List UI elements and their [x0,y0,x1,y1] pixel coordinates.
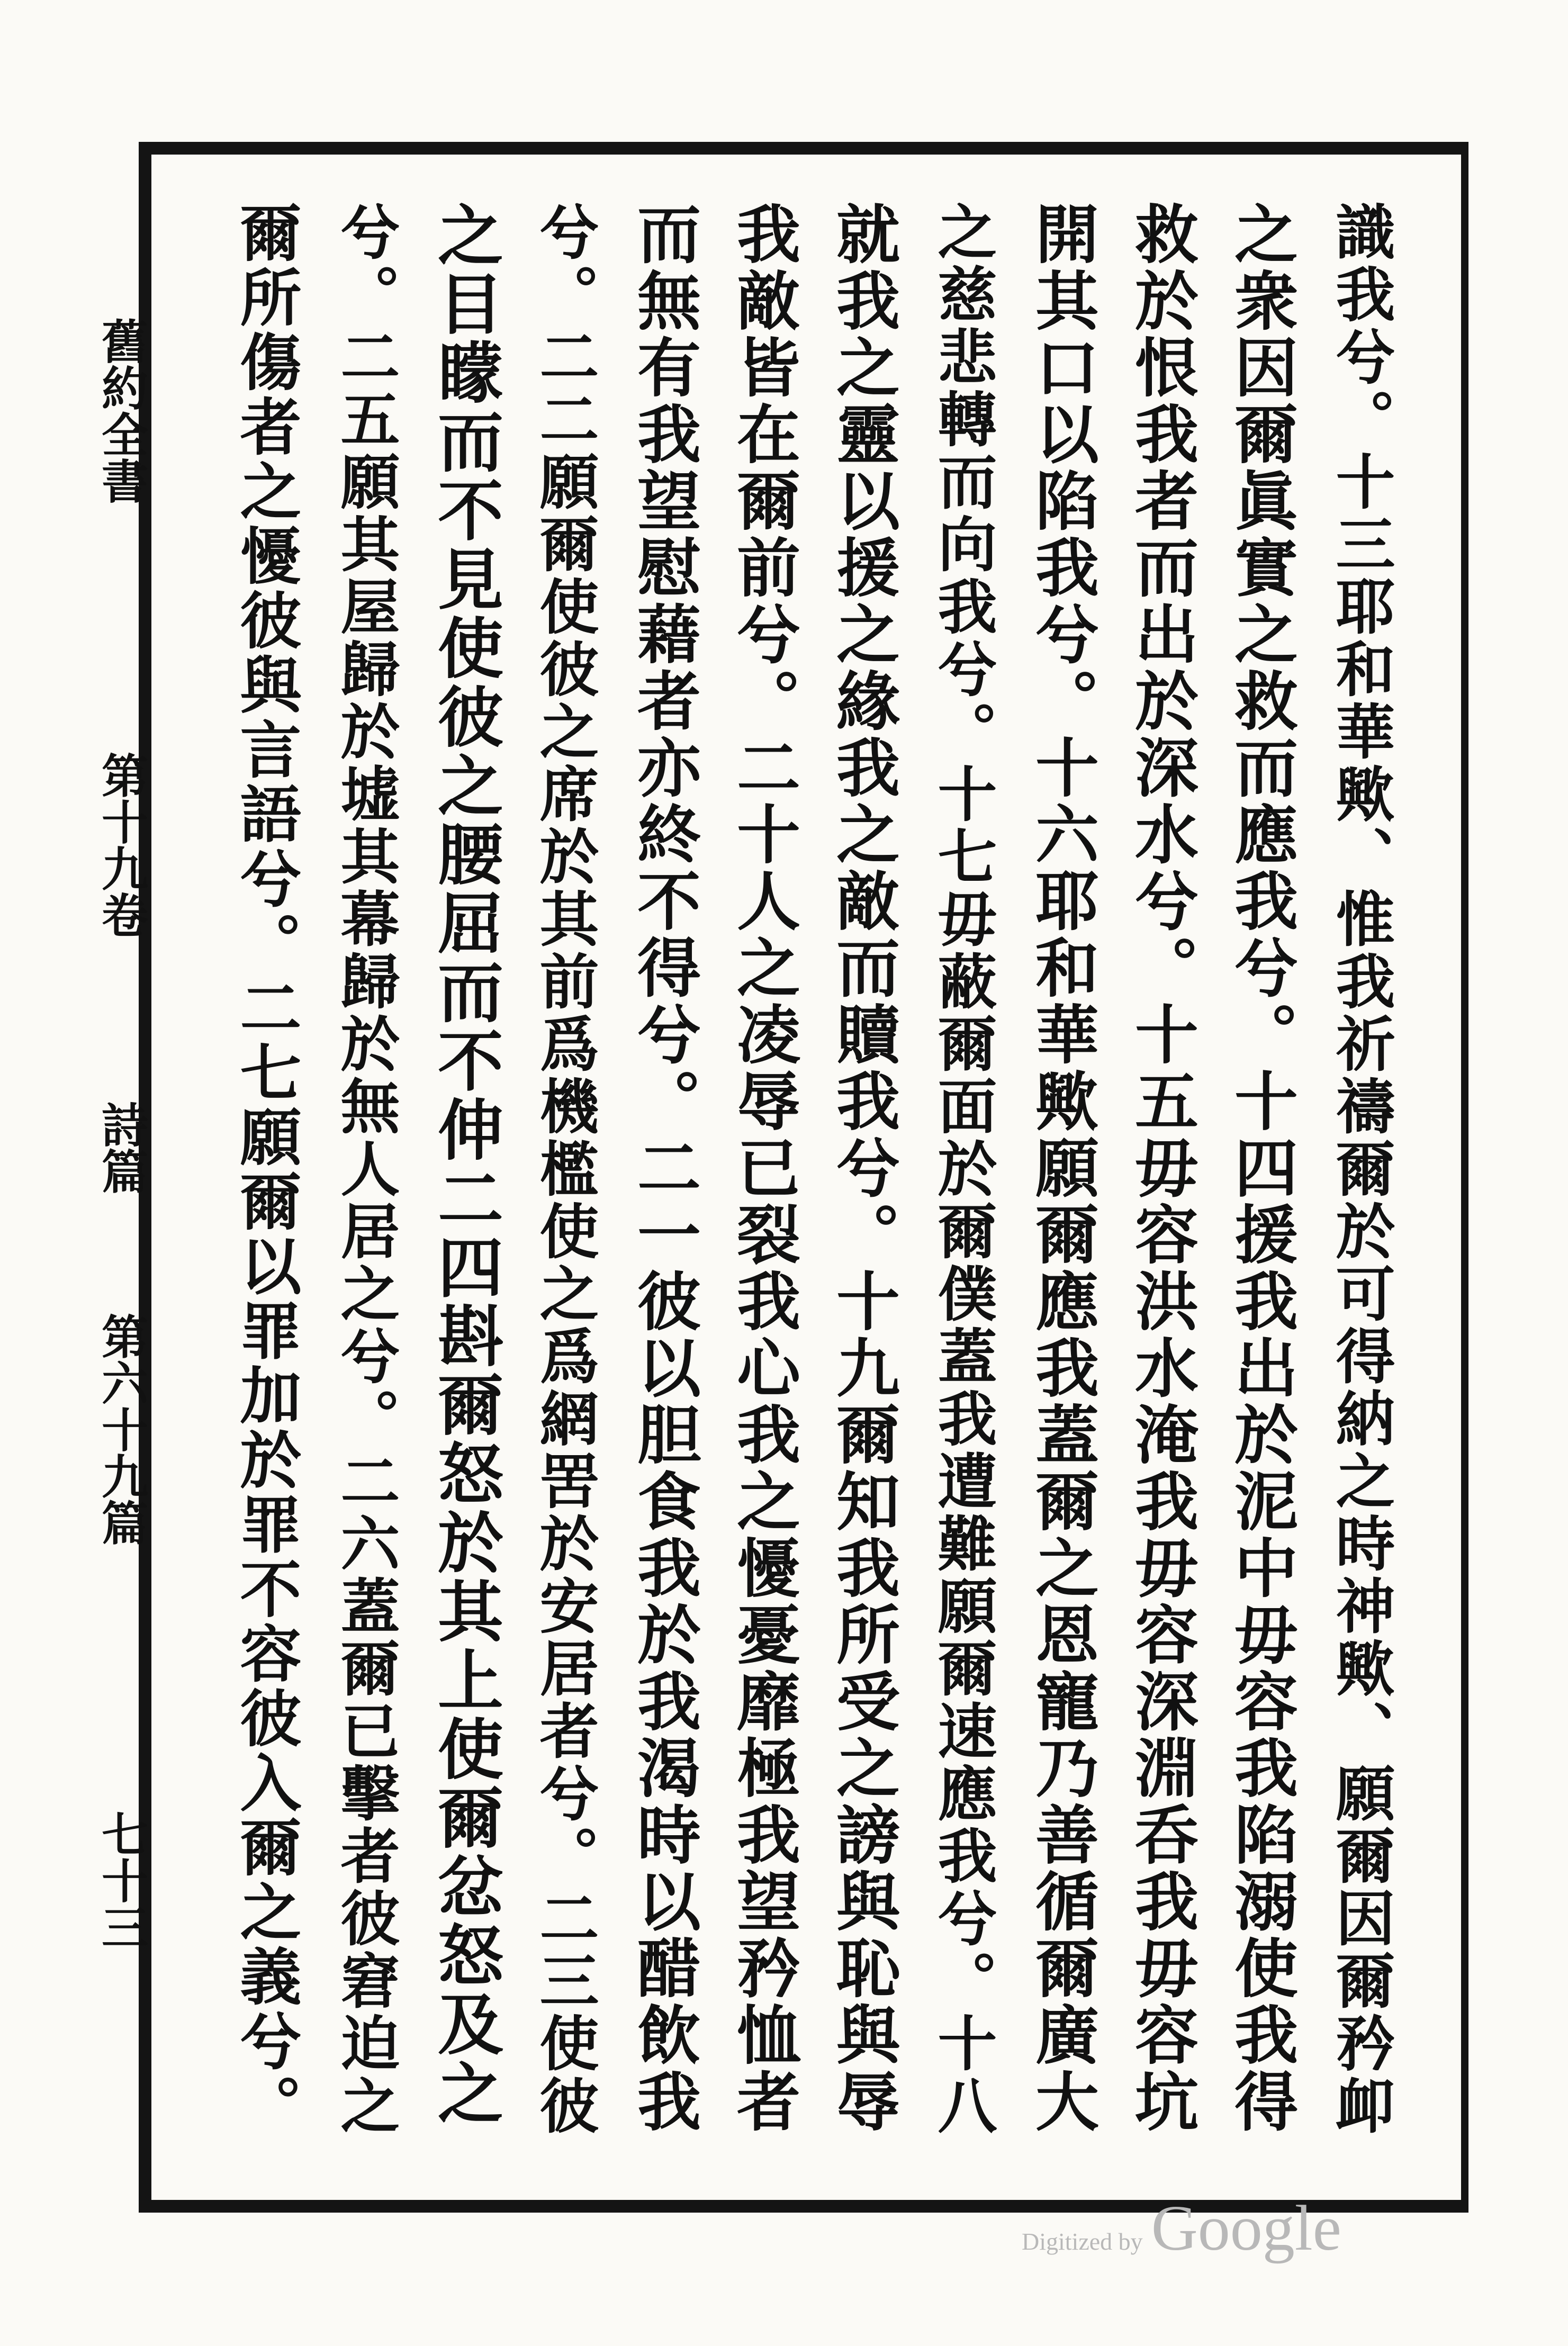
psalm-label: 第六十九篇 [94,1313,149,1546]
text-column-10: 之目矇而不見使彼之腰屈而不伸二四斟爾怒於其上使爾忿怒及之 [427,201,503,2128]
text-column-7: 我敵皆在爾前兮。二十人之凌辱已裂我心我之懮憂靡極我望矜恤者 [726,201,801,2135]
text-column-9: 兮。二二願爾使彼之席於其前爲機檻使之爲網罟於安居者兮。二三使彼 [530,201,599,2137]
google-logo: Google [1151,2192,1341,2264]
text-column-3: 救於恨我者而出於深水兮。十五毋容洪水淹我毋容深淵呑我毋容坑 [1124,201,1199,2135]
text-column-12: 爾所傷者之懮彼與言語兮。二七願爾以罪加於罪不容彼入爾之義兮。 [230,201,302,2139]
text-column-8: 而無有我望慰藉者亦終不得兮。二一彼以胆食我於我渴時以醋飲我 [627,201,701,2135]
chapter-label: 第十九卷 [94,752,149,938]
text-column-2: 之衆因爾眞實之救而應我兮。十四援我出於泥中毋容我陷溺使我得 [1224,201,1299,2135]
book-title: 舊約全書 [94,318,149,504]
digitized-watermark [1022,2191,1341,2266]
text-column-11: 兮。二五願其屋歸於墟其幕歸於無人居之兮。二六蓋爾已擊者彼窘迫之 [331,201,400,2137]
book-name: 詩篇 [94,1101,149,1194]
watermark-prefix: Digitized by [1022,2228,1143,2255]
page-number: 七十三 [94,1810,149,1950]
text-column-4: 開其口以陷我兮。十六耶和華歟願爾應我蓋爾之恩寵乃善循爾廣大 [1025,201,1100,2135]
text-column-5: 之慈悲轉而向我兮。十七毋蔽爾面於爾僕蓋我遭難願爾速應我兮。十八 [928,201,997,2137]
text-column-6: 就我之靈以援之緣我之敵而贖我兮。十九爾知我所受之謗與恥與辱 [826,201,900,2135]
text-column-1: 識我兮。十三耶和華歟、惟我祈禱爾於可得納之時神歟、願爾因爾矜卹 [1326,201,1395,2137]
